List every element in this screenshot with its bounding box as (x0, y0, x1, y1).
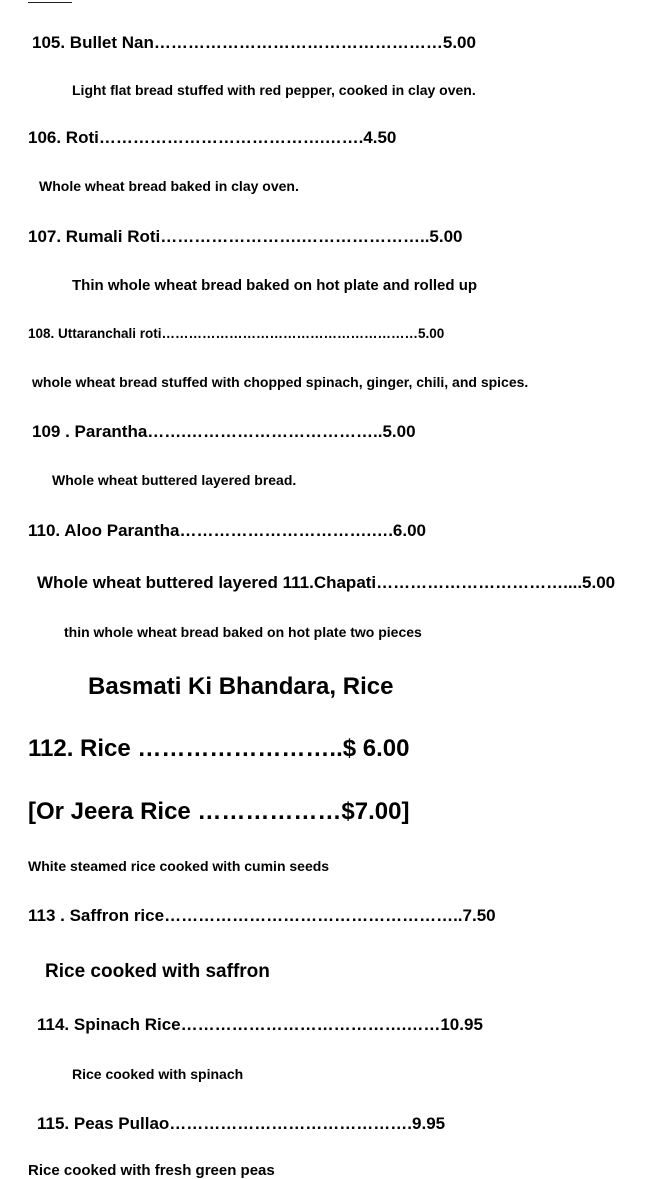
item-111-title: Whole wheat buttered layered 111.Chapati……………………………....5.00 (37, 573, 616, 592)
item-112-title: 112. Rice ……………………..$ 6.00 (28, 735, 410, 762)
item-108-title: 108. Uttaranchali roti…………………………………………………5.00 (28, 326, 445, 341)
item-112-description: White steamed rice cooked with cumin seeds (28, 858, 330, 874)
item-109-description: Whole wheat buttered layered bread. (52, 472, 297, 488)
item-109-title: 109 . Parantha…….……………………………..5.00 (32, 422, 416, 441)
section-heading-rice: Basmati Ki Bhandara, Rice (88, 673, 394, 700)
item-113-description: Rice cooked with saffron (45, 961, 270, 982)
item-107-title: 107. Rumali Roti…………………….…………………..5.00 (28, 227, 463, 246)
item-111-description: thin whole wheat bread baked on hot plate two pieces (64, 624, 422, 640)
item-115-title: 115. Peas Pullao…………………………………….9.95 (37, 1114, 446, 1133)
item-107-description: Thin whole wheat bread baked on hot plate and rolled up (72, 277, 478, 294)
item-113-title: 113 . Saffron rice……………………………………………..7.50 (28, 906, 496, 925)
item-108-description: whole wheat bread stuffed with chopped spinach, ginger, chili, and spices. (32, 374, 529, 390)
item-114-title: 114. Spinach Rice………………………………….……10.95 (37, 1015, 483, 1034)
item-114-description: Rice cooked with spinach (72, 1066, 244, 1082)
item-106-description: Whole wheat bread baked in clay oven. (39, 178, 299, 194)
item-115-description: Rice cooked with fresh green peas (28, 1162, 275, 1179)
item-105-title: 105. Bullet Nan……………………………………………5.00 (32, 33, 476, 52)
item-106-title: 106. Roti………………………………….…….4.50 (28, 128, 397, 147)
cut-off-line (28, 0, 72, 3)
item-105-description: Light flat bread stuffed with red pepper, cooked in clay oven. (72, 82, 476, 98)
item-112-alternative: [Or Jeera Rice ………………$7.00] (28, 798, 410, 825)
item-110-title: 110. Aloo Parantha…………………………….….6.00 (28, 521, 427, 540)
